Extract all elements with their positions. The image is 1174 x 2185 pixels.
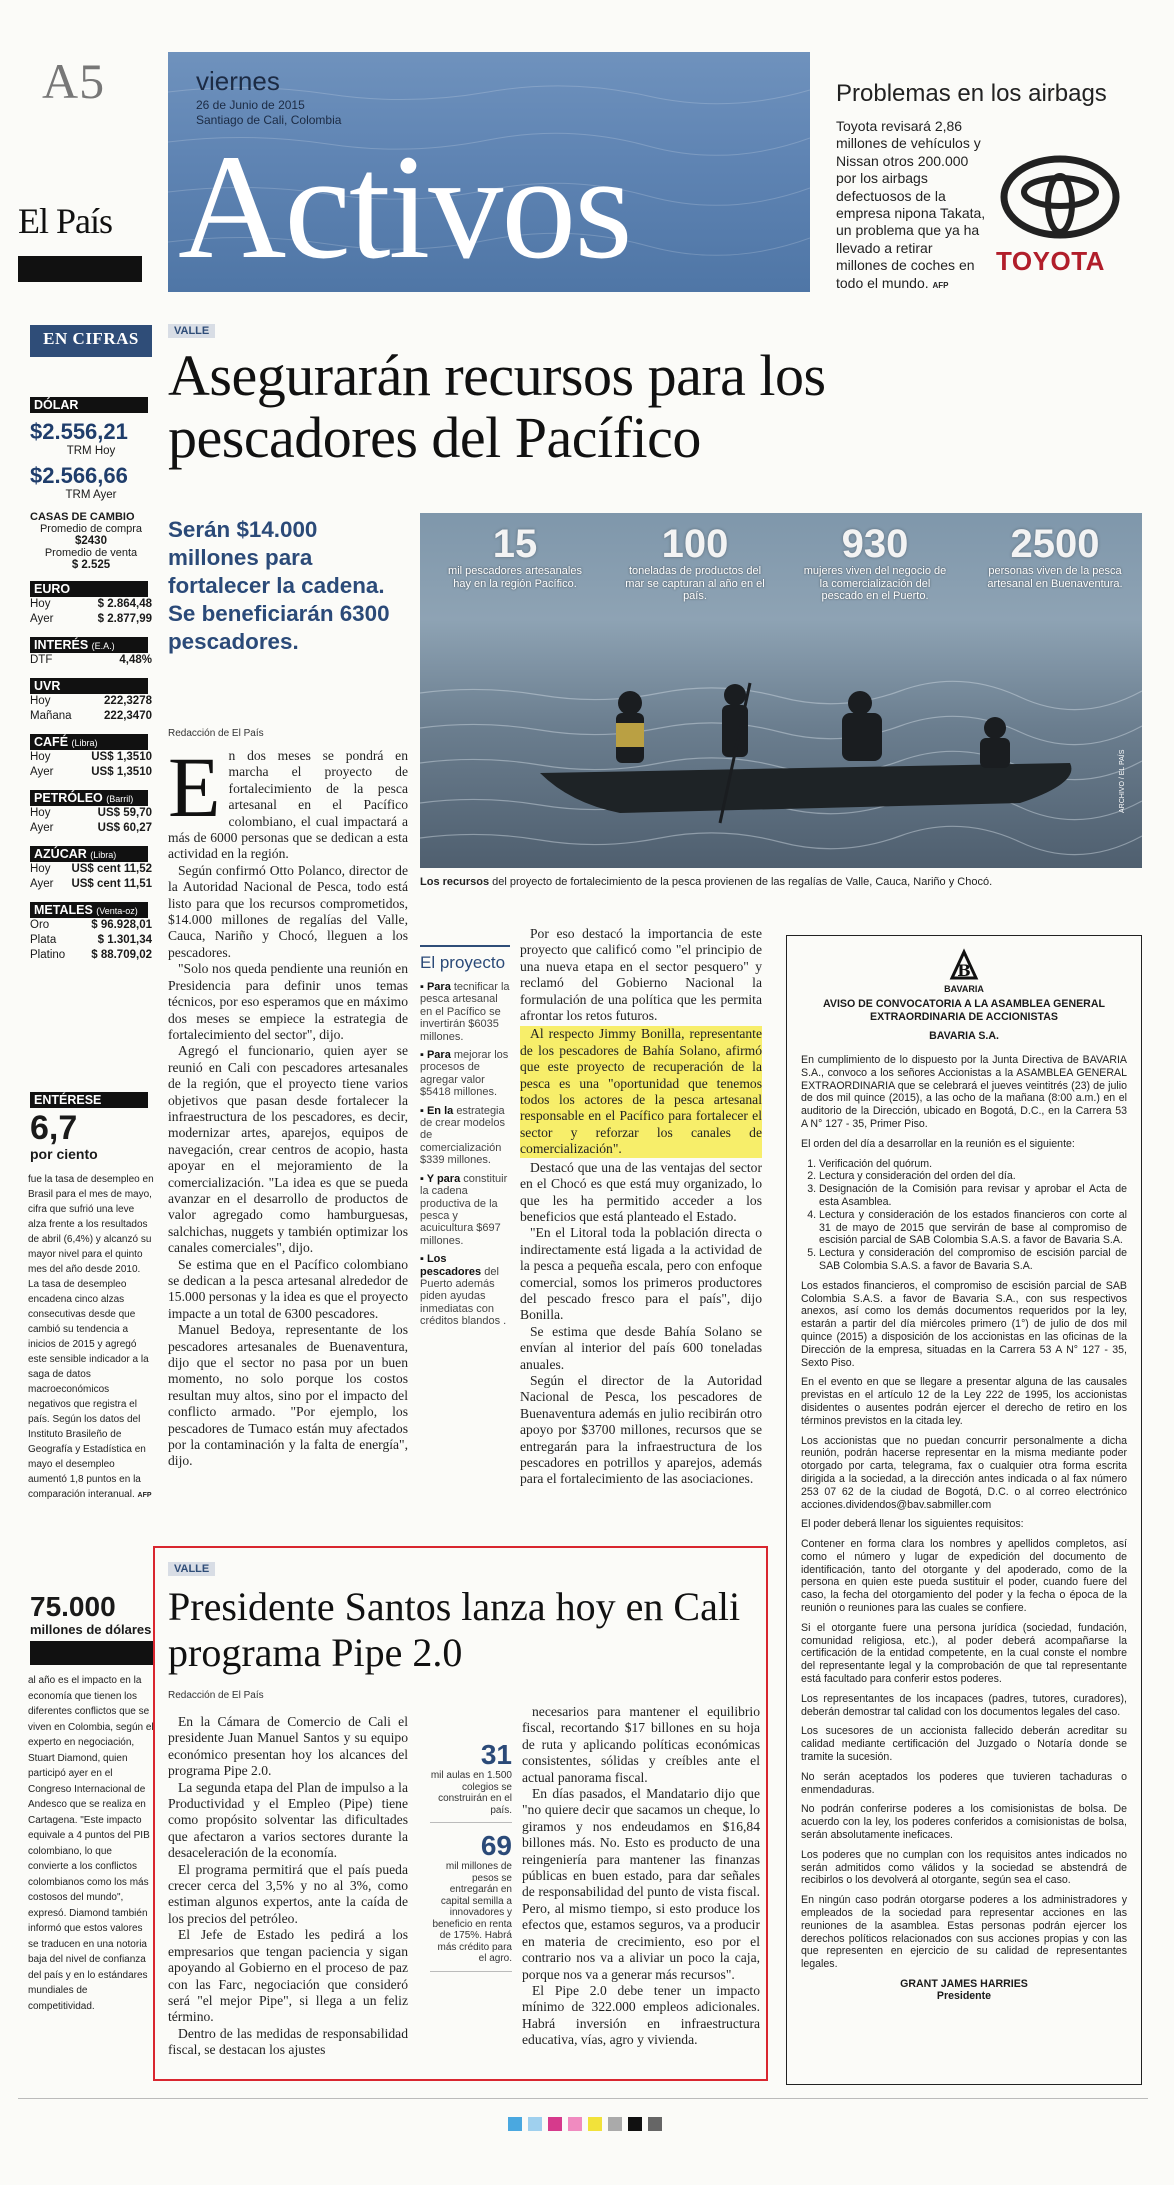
dolar-hoy-label: TRM Hoy: [66, 445, 116, 457]
cifras-row-value: US$ 60,27: [97, 822, 152, 834]
caption-text: del proyecto de fortalecimiento de la pesca provienen de las regalías de Valle, Cauca, Nariño y Chocó.: [489, 876, 993, 888]
big2-block: [30, 1592, 154, 2014]
stat-text: toneladas de productos del mar se capturan al año en el país.: [625, 565, 765, 602]
notice-paragraph: No serán aceptados los poderes que tuvieren tachaduras o enmendaduras.: [801, 1770, 1127, 1796]
second-facts: [430, 1740, 512, 1980]
fact-number: 69: [480, 1830, 512, 1861]
fact-item: [430, 1831, 512, 1972]
cifras-note: (Barril): [106, 794, 134, 804]
cifras-group-uvr: [30, 678, 152, 724]
second-paragraph: necesarios para mantener el equilibrio fiscal, recortando $17 billones en su hoja de ruta y aplicando políticas económicas consistentes, sólidas y creíbles ante el actual panorama fiscal.: [522, 1704, 760, 1785]
masthead-place: Santiago de Cali, Colombia: [196, 113, 342, 127]
main-paragraph: Destacó que una de las ventajas del sector en el Chocó es que está muy organizado, lo que les ha permitido acceder a los beneficios que está planteado el Estado.: [520, 1159, 762, 1224]
casas-compra-label: Promedio de compra: [39, 523, 143, 535]
big2-bar: [30, 1641, 154, 1665]
cifras-row-value: 4,48%: [119, 654, 152, 666]
proyecto-item-bold: ▪ Para: [420, 1049, 451, 1062]
notice-paragraph: Contener en forma clara los nombres y apellidos completos, así como el número y lugar de expedición del documento de identificación, tanto del otorgante y del apoderado, como de la persona en quien este pueda sustituir el poder, cuando fuere del caso, la fecha del otorgamiento del poder y la fecha o época de la reunión o reuniones para las cuales se confiere.: [801, 1538, 1127, 1615]
cifras-label-text: INTERÉS: [34, 638, 89, 652]
cifras-label-petroleo: [30, 790, 148, 806]
big2-unit: millones de dólares: [30, 1622, 152, 1637]
dolar-ayer-label: TRM Ayer: [65, 489, 117, 501]
second-col2: [522, 1704, 760, 2049]
masthead-banner: [168, 52, 810, 292]
teaser-credit: AFP: [932, 280, 949, 290]
cifras-label-text: CAFÉ: [34, 735, 69, 749]
cifras-label-interes: [30, 637, 148, 653]
notice-paragraph: En el evento en que se llegare a presentar alguna de las causales previstas en el artículo 12 de la Ley 222 de 1995, los accionistas disidentes o ausentes podrán ejercer el derecho de retiro en los términos previstos en la citada ley.: [801, 1376, 1127, 1427]
cifras-row-value: US$ cent 11,51: [71, 878, 152, 890]
cifras-row: [30, 709, 152, 724]
cifras-label-metales: [30, 902, 148, 918]
proyecto-title: El proyecto: [420, 953, 506, 972]
highlighted-quote: Al respecto Jimmy Bonilla, representante de los pescadores de Bahía Solano, afirmó que este proyecto de recuperación de la pesca es una "oportunidad que tenemos todos los actores de la pesca artesanal responsable en el Pacífico para fortalecer el sector y reforzar los canales de comercialización".: [520, 1026, 762, 1157]
cifras-note: (Venta-oz): [96, 906, 138, 916]
proyecto-item-text: estrategia de crear modelos de comercialización $339 millones.: [420, 1104, 505, 1167]
notice-paragraph: Si el otorgante fuere una persona jurídica (sociedad, fundación, comunidad religiosa, etc.), al poder deberá acompañarse la certificación de la entidad competente, en la cual conste el nombre del representante legal y la comprobación de que tal representante está facultado para conferir estos poderes.: [801, 1621, 1127, 1686]
svg-text:B: B: [957, 961, 971, 980]
cifras-group-euro: [30, 581, 152, 627]
casas-compra: $2430: [75, 535, 107, 547]
second-paragraph: El Pipe 2.0 debe tener un impacto mínimo de 322.000 empleos adicionales. Habrá inversión en infraestructura educativa, vías, agro y vivienda.: [522, 1982, 760, 2048]
cifras-row: [30, 765, 152, 780]
casas-venta-label: Promedio de venta: [44, 547, 138, 559]
notice-paragraph: En ningún caso podrán otorgarse poderes a los administradores y empleados de la sociedad para representar acciones en las reuniones de la asamblea. Estas personas podrán ejercer los derechos políticos relacionados con sus acciones propias y con las que representen en ejercicio de su calidad de representantes legales.: [801, 1894, 1127, 1971]
cifras-row: [30, 694, 152, 709]
fact-text: mil aulas en 1.500 colegios se construirán en el país.: [430, 1770, 512, 1816]
teaser-body: [836, 118, 986, 294]
agenda-item: 5. Lectura y consideración del compromiso de escisión parcial de SAB Colombia S.A.S. a favor de Bavaria S.A.: [819, 1247, 1127, 1273]
proyecto-item: [420, 1253, 510, 1327]
cifras-row-key: Hoy: [30, 695, 51, 707]
cifras-group-cafe: [30, 734, 152, 780]
proyecto-item-text: constituir la cadena productiva de la pesca y acuicultura $697 millones.: [420, 1172, 508, 1247]
cifras-row-value: $ 88.709,02: [91, 949, 152, 961]
notice-paragraph: Los representantes de los incapaces (padres, tutores, curadores), deberán demostrar tal calidad con los documentos legales del caso.: [801, 1692, 1127, 1718]
cifras-row: [30, 877, 152, 892]
second-paragraph: El Jefe de Estado les pedirá a los empresarios que tengan paciencia y sigan apoyando al Gobierno en el proceso de paz con las Farc, negociación que consideró será "el mejor Pipe", si llega a un feliz término.: [168, 1927, 408, 2025]
dolar-ayer: $2.566,66: [30, 463, 128, 488]
stat-item: [440, 523, 590, 603]
cifras-row-key: Ayer: [30, 613, 54, 625]
en-cifras: [30, 325, 152, 963]
stat-item: [980, 523, 1130, 603]
cifras-group-interes: [30, 637, 152, 668]
stats-row: [440, 523, 1130, 603]
second-paragraph: El programa permitirá que el país pueda crecer cerca del 3,5% y no al 3%, como estiman algunos expertos, ante la caída de los precios del petróleo.: [168, 1861, 408, 1926]
enterese-body-text: fue la tasa de desempleo en Brasil para el mes de mayo, cifra que sufrió una leve alza frente a los resultados de abril (6,4%) y alcanzó su mayor nivel para el quinto mes del año desde 2010. La tasa de desempleo encadena cinco alzas consecutivas desde que cambió su tendencia a inicios de 2015 y agregó este sensible indicador a la saga de datos macroeconómicos negativos que registra el país. Según los datos del Instituto Brasileño de Geografía y Estadística en mayo el desempleo aumentó 1,8 puntos en la comparación interanual.: [28, 1174, 154, 1500]
cifras-group-metales: [30, 902, 152, 963]
notice-body: [801, 1054, 1127, 1971]
stat-text: mil pescadores artesanales hay en la región Pacífico.: [448, 565, 582, 590]
enterese-credit: AFP: [137, 1492, 152, 1499]
cifras-row-value: 222,3470: [104, 710, 152, 722]
cifras-row-key: Oro: [30, 919, 50, 931]
main-col1: [168, 739, 408, 1470]
proyecto-item-bold: ▪ Los pescadores: [420, 1253, 482, 1278]
fact-text: mil millones de pesos se entregarán en capital semilla a innovadores y beneficio en renta de 175%. Habrá más crédito para el agro.: [432, 1861, 512, 1964]
cifras-label-text: UVR: [34, 679, 61, 693]
cifras-row: [30, 933, 152, 948]
proyecto-sidebar: [420, 945, 510, 1334]
photo-credit: ARCHIVO / EL PAÍS: [1118, 749, 1126, 813]
cifras-group-petroleo: [30, 790, 152, 836]
proyecto-item-text: del Puerto además piden ayudas inmediatas con créditos blandos .: [420, 1265, 507, 1328]
cifras-label-text: PETRÓLEO: [34, 791, 103, 805]
cifras-label-text: METALES: [34, 903, 93, 917]
cifras-row-value: $ 2.877,99: [97, 613, 152, 625]
second-paragraph: Dentro de las medidas de responsabilidad fiscal, se destacan los ajustes: [168, 2025, 408, 2058]
dolar-label: DÓLAR: [30, 397, 148, 413]
main-paragraph: Según confirmó Otto Polanco, director de la Autoridad Nacional de Pesca, todo está listo para que los recursos comprometidos, $14.000 millones de regalías del Valle, Cauca, Nariño y Chocó, lleguen a los pescadores.: [168, 862, 408, 960]
dropcap: E: [168, 739, 221, 835]
cifras-row: [30, 653, 152, 668]
cifras-note: (Libra): [71, 738, 98, 748]
photo-caption: [420, 876, 1142, 888]
main-paragraph: "Solo nos queda pendiente una reunión en Presidencia para definir unos temas técnicos, por eso esperamos que en máximo dos meses se empiece la estrategia de fortalecimiento del sector", dijo.: [168, 961, 408, 1042]
cifras-note: (E.A.): [91, 641, 115, 651]
cifras-row: [30, 821, 152, 836]
proyecto-item-text: mejorar los procesos de agregar valor $5418 millones.: [420, 1049, 509, 1099]
main-kicker: VALLE: [168, 324, 215, 338]
big2-num: 75.000: [30, 1591, 116, 1622]
stat-number: 930: [841, 522, 909, 566]
second-paragraph: En días pasados, el Mandatario dijo que "no quiere decir que sacamos un cheque, lo giramos y nos endeudamos en $16,84 billones más. No. Esto es producto de una reingeniería para mantener las finanzas públicas en buen estado, para dar señales de responsabilidad del punto de vista fiscal. Pero, al mismo tiempo, si esto produce los efectos que, estamos seguros, va a producir en materia de crecimiento, eso por el contrario nos va a aliviar un poco la caja, porque nos va a generar más recursos".: [522, 1786, 760, 1982]
notice-p1: En cumplimiento de lo dispuesto por la Junta Directiva de BAVARIA S.A., convoco a los señores Accionistas a la ASAMBLEA GENERAL EXTRAORDINARIA que se celebrará el jueves veintitrés (23) de julio de dos mil quince (2015), a las ocho de la mañana (8:00 a.m.) en el auditorio de la Dirección, ubicado en Bogotá, D.C., en la Carrera 53 A N° 127 - 35, Primer Piso.: [801, 1054, 1127, 1130]
bavaria-notice: [786, 935, 1142, 2085]
cifras-row-value: $ 96.928,01: [91, 919, 152, 931]
cifras-row-key: DTF: [30, 654, 53, 666]
notice-paragraph: El poder deberá llenar los siguientes requisitos:: [801, 1518, 1024, 1531]
cifras-group-azucar: [30, 846, 152, 892]
cifras-row: [30, 862, 152, 877]
cifras-label-euro: [30, 581, 148, 597]
cifras-row-key: Ayer: [30, 822, 54, 834]
stat-number: 15: [492, 522, 538, 566]
paper-name-bar: [18, 256, 142, 282]
agenda-item: 4. Lectura y consideración de los estados financieros con corte al 31 de mayo de 2015 que servirán de base al compromiso de escisión parcial de SAB Colombia S.A.S. a favor de Bavaria S.A.: [819, 1209, 1127, 1247]
cifras-row-key: Platino: [30, 949, 66, 961]
cifras-row: [30, 612, 152, 627]
second-paragraph: En la Cámara de Comercio de Cali el presidente Juan Manuel Santos y su equipo económico presentan hoy los alcances del programa Pipe 2.0.: [168, 1714, 408, 1779]
cifras-row-key: Hoy: [30, 807, 51, 819]
cifras-row-key: Hoy: [30, 751, 51, 763]
main-byline: Redacción de El País: [168, 728, 264, 739]
cifras-note: (Libra): [90, 850, 117, 860]
main-paragraph: n dos meses se pondrá en marcha el proyecto de fortalecimiento de la pesca artesanal en el Pacífico colombiano, el cual impactará a más de 6000 personas que se dedican a esta actividad en la región.: [168, 748, 408, 862]
second-byline: Redacción de El País: [168, 1690, 264, 1701]
main-paragraph: Por eso destacó la importancia de este proyecto que calificó como "el principio de una nueva etapa en el sector pesquero" y reclamó del Gobierno Nacional la formulación de una política que les permita afrontar los retos futuros.: [520, 926, 762, 1024]
agenda-item: 3. Designación de la Comisión para revisar y aprobar el Acta de esta Asamblea.: [819, 1183, 1127, 1209]
enterese-unit: por ciento: [30, 1146, 98, 1162]
proyecto-item-bold: ▪ Para: [420, 981, 451, 993]
paper-name: El País: [18, 201, 113, 241]
proyecto-item: [420, 1049, 510, 1099]
notice-p2: El orden del día a desarrollar en la reunión es el siguiente:: [801, 1137, 1075, 1150]
big2-body: al año es el impacto en la economía que tienen los diferentes conflictos que se viven en Colombia, según el experto en negociación, Stuart Diamond, quien participó ayer en el Congreso Internacional de Andesco que se realiza en Cartagena. "Este impacto equivale a 4 puntos del PIB colombiano, lo que convierte a los conflictos colombianos como los más costosos del mundo", expresó. Diamond también informó que estos valores se traducen en una notoria baja del nivel de confianza del país y en lo estándares mundiales de competitividad.: [28, 1675, 154, 2012]
bavaria-brand: BAVARIA: [944, 984, 984, 994]
cifras-row: [30, 948, 152, 963]
notice-paragraph: No podrán conferirse poderes a los comisionistas de bolsa. De acuerdo con la ley, los poderes conferidos a comisionistas de bolsa, serán absolutamente ineficaces.: [801, 1803, 1127, 1842]
cifras-label-text: EURO: [34, 582, 71, 596]
main-paragraph: Manuel Bedoya, representante de los pescadores artesanales de Buenaventura, dijo que el sector no pasa por un buen momento, no solo porque los costos resultan muy altos, sino por el impacto del conflicto armado. "Por ejemplo, los pescadores de Tumaco están muy afectados por la contaminación y la falta de energía", dijo.: [168, 1322, 408, 1469]
main-headline: Asegurarán recursos para los pescadores del Pacífico: [168, 343, 826, 470]
cifras-row-key: Mañana: [30, 710, 72, 722]
agenda-item: 1. Verificación del quórum.: [819, 1158, 1127, 1171]
enterese-body: [28, 1172, 154, 1503]
dolar-hoy: $2.556,21: [30, 419, 128, 444]
agenda-item: 2. Lectura y consideración del orden del día.: [819, 1170, 1127, 1183]
proyecto-item: [420, 1173, 510, 1247]
second-headline: Presidente Santos lanza hoy en Cali programa Pipe 2.0: [168, 1584, 741, 1675]
cifras-row-key: Ayer: [30, 878, 54, 890]
notice-paragraph: Los sucesores de un accionista fallecido deberán acreditar su calidad mediante certificación del Juzgado o Notaría donde se tramite la sucesión.: [801, 1725, 1127, 1764]
cifras-row: [30, 918, 152, 933]
cifras-row-value: US$ 59,70: [97, 807, 152, 819]
cifras-label-text: AZÚCAR: [34, 847, 87, 861]
cifras-row-key: Ayer: [30, 766, 54, 778]
second-col1: [168, 1714, 408, 2059]
en-cifras-title: EN CIFRAS: [30, 325, 152, 357]
notice-paragraph: Los estados financieros, el compromiso de escisión parcial de SAB Colombia S.A.S. a favor de Bavaria S.A., con sus respectivos anexos, así como los demás documentos requeridos por la ley, estarán a partir del día miércoles primero (1°) de julio de dos mil quince (2015) a disposición de los accionistas en las oficinas de la Dirección de la empresa, situadas en la Carrera 53 A N° 127 - 35, Sexto Piso.: [801, 1279, 1127, 1369]
casas-label: CASAS DE CAMBIO: [30, 511, 135, 523]
second-paragraph: La segunda etapa del Plan de impulso a la Productividad y el Empleo (Pipe) tiene como propósito solventar las dificultades que afectaron a varios sectores durante la desaceleración de la economía.: [168, 1779, 408, 1861]
caption-bold: Los recursos: [420, 876, 490, 888]
stat-number: 100: [661, 522, 729, 566]
teaser-title: Problemas en los airbags: [836, 80, 1107, 107]
cifras-row: [30, 597, 152, 612]
cifras-row-value: $ 2.864,48: [97, 598, 152, 610]
toyota-brand: TOYOTA: [996, 246, 1105, 276]
masthead-date: 26 de Junio de 2015: [196, 98, 305, 112]
enterese-block: [30, 1092, 154, 1503]
cifras-row-key: Hoy: [30, 598, 51, 610]
teaser-body-text: Toyota revisará 2,86 millones de vehículos y Nissan otros 200.000 por los airbags defectuosos de la empresa nipona Takata, un problema que ya ha llevado a retirar millones de coches en todo el mundo.: [836, 118, 986, 291]
cifras-row-value: $ 1.301,34: [97, 934, 152, 946]
notice-paragraph: Los poderes que no cumplan con los requisitos antes indicados no serán admitidos como válidos y la sociedad se abstendrá de recibirlos o los devolverá al otorgante, según sea el caso.: [801, 1848, 1127, 1887]
notice-paragraph: Los accionistas que no puedan concurrir personalmente a dicha reunión, podrán hacerse representar en la misma mediante poder otorgado por carta, telegrama, fax o cualquier otra forma escrita dirigida a la sociedad, a la dirección antes indicada o al fax número 253 07 62 de la ciudad de Bogotá, D.C. o al correo electrónico acciones.dividendos@bav.sabmiller.com: [801, 1434, 1127, 1511]
cifras-row-key: Plata: [30, 934, 57, 946]
cifras-label-uvr: [30, 678, 148, 694]
cifras-row-value: 222,3278: [104, 695, 152, 707]
masthead-day: viernes: [196, 66, 280, 96]
stat-item: [800, 523, 950, 603]
stat-number: 2500: [1010, 522, 1100, 566]
proyecto-item: [420, 1105, 510, 1167]
cifras-label-cafe: [30, 734, 148, 750]
main-col2: [520, 926, 762, 1488]
cifras-row-value: US$ 1,3510: [91, 751, 152, 763]
notice-title: AVISO DE CONVOCATORIA A LA ASAMBLEA GENERAL EXTRAORDINARIA DE ACCIONISTAS: [823, 998, 1105, 1023]
notice-signer-role: Presidente: [936, 1990, 992, 2002]
proyecto-item-text: tecnificar la pesca artesanal en el Pacífico se invertirán $6035 millones.: [420, 981, 510, 1043]
page-label: A5: [42, 53, 106, 109]
section-title: Activos: [178, 124, 631, 290]
cifras-row-value: US$ cent 11,52: [71, 863, 152, 875]
toyota-logo-icon: [1000, 152, 1120, 242]
second-kicker: VALLE: [168, 1562, 215, 1576]
cifras-row-value: US$ 1,3510: [91, 766, 152, 778]
notice-company: BAVARIA S.A.: [929, 1030, 999, 1042]
main-paragraph: Se estima que desde Bahía Solano se envían al interior del país 600 toneladas anuales.: [520, 1323, 762, 1372]
main-deck: Serán $14.000 millones para fortalecer la cadena. Se beneficiarán 6300 pescadores.: [168, 517, 390, 654]
notice-signer: GRANT JAMES HARRIES: [900, 1978, 1028, 1990]
boat-hull: [540, 763, 1071, 813]
fact-number: 31: [480, 1739, 512, 1770]
cifras-row-key: Hoy: [30, 863, 51, 875]
casas-venta: $ 2.525: [71, 559, 111, 571]
stat-item: [620, 523, 770, 603]
fact-item: [430, 1740, 512, 1823]
main-photo: [420, 513, 1142, 868]
proyecto-item-bold: ▪ En la: [420, 1104, 454, 1117]
color-registration-strip: [508, 2117, 662, 2131]
proyecto-item-bold: ▪ Y para: [420, 1172, 461, 1185]
cifras-row: [30, 806, 152, 821]
enterese-big: 6,7: [30, 1109, 78, 1147]
page-bottom-rule: [18, 2098, 1148, 2099]
main-paragraph: Se estima que en el Pacífico colombiano se dedican a la pesca artesanal alrededor de 15.000 personas y la idea es que el proyecto impacte a un total de 6300 pescadores.: [168, 1256, 408, 1321]
enterese-label: ENTÉRESE: [30, 1092, 148, 1108]
main-paragraph: "En el Litoral toda la población directa o indirectamente está ligada a la actividad de la pesca a pequeña escala, pero con enfoque comercial, somos los primeros productores del pescado fresco para el país", dijo Bonilla.: [520, 1225, 762, 1323]
bavaria-logo-icon: [944, 948, 984, 984]
cifras-label-azucar: [30, 846, 148, 862]
stat-text: personas viven de la pesca artesanal en Buenaventura.: [987, 565, 1123, 590]
cifras-row: [30, 750, 152, 765]
stat-text: mujeres viven del negocio de la comercialización del pescado en el Puerto.: [803, 565, 947, 602]
main-paragraph: Agregó el funcionario, quien ayer se reunió en Cali con pescadores artesanales de la región, que el proyecto tiene varios objetivos que pasan desde fortalecer la infraestructura de los pescadores, es decir, modernizar artes, aparejos, equipos de navegación, crear centros de acopio, hasta apoyar en el mejoramiento de la comercialización. "La idea es que se pueda avanzar en el desarrollo de productos de valor agregado como hamburguesas, salchichas, nuggets y también optimizar los canales comerciales", dijo.: [168, 1043, 408, 1256]
main-paragraph: Según el director de la Autoridad Nacional de Pesca, los pescadores de Buenaventura además en julio recibirán otro apoyo por $3700 millones, recursos que se entregarán para la infraestructura de los pescadores en potrillos y aparejos, además para el fortalecimiento de las asociaciones.: [520, 1372, 762, 1487]
proyecto-item: [420, 981, 510, 1043]
